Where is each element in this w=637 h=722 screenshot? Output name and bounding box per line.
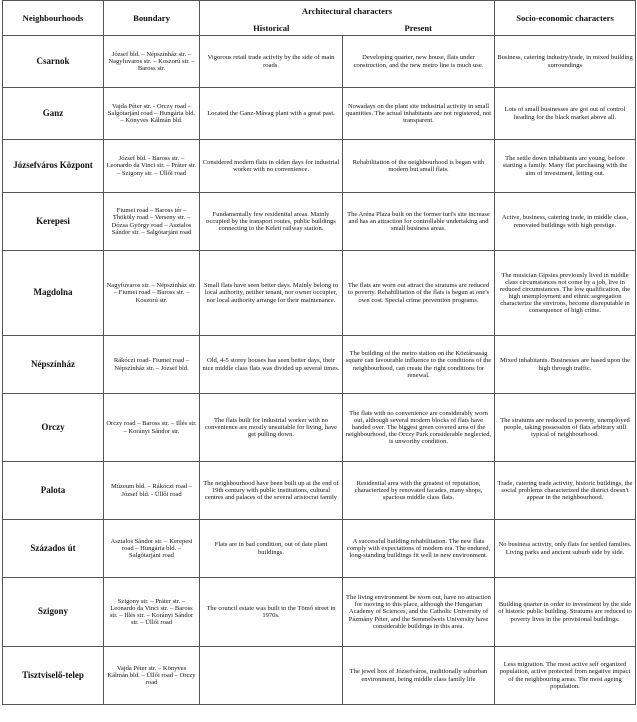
historical-cell: Considered modern flats in olden days for industrial worker with no convenience. [200,140,343,193]
boundary-cell: Rákóczi road- Fiumei road – Népszínház str. – József bld. [104,336,200,394]
neighbourhood-name: Orczy [3,394,104,462]
historical-cell: Flats are in bad condition, out of date plant buildings. [200,520,343,578]
table-row [3,251,636,336]
table-row [3,36,636,88]
neighbourhood-name: Magdolna [3,251,104,336]
present-cell: Residential area with the greatest of reputation, characterized by renovated facades, many shops, spacious middle class flats. [343,462,495,520]
neighbourhood-name: Kerepesi [3,193,104,251]
socio-cell: Business, catering industry/trade, in mixed building surroundings [495,36,636,88]
boundary-cell: József bld. – Népszínház str. – Nagyfuvaros str. – Koszorú str. – Baross str. [104,36,200,88]
historical-cell: The council estate was built in the Tömő street in 1970s. [200,578,343,647]
boundary-cell: Nagyfuvaros str. – Népszínház str. – Fiumei road – Baross str. – Koszorú str. [104,251,200,336]
socio-cell: The stratums are reduced to poverty, unemployed people, taking possession of flats arbitrary still typical of neighbourhood. [495,394,636,462]
boundary-cell: Vajda Péter str. – Könyves Kálmán bld. – Üllői road – Orczy road [104,647,200,705]
present-cell: The Aréna Plaza built on the former turf's site increase and has an attraction for controllable undertaking and small business areas. [343,193,495,251]
present-cell: Developing quarter, new house, flats under construction, and the new metro line is much use. [343,36,495,88]
historical-cell: The flats built for industrial worker with no convenience are mostly unsuitable for living, have get pulling down. [200,394,343,462]
neighbourhood-name: Népszínház [3,336,104,394]
table-row [3,193,636,251]
col-header-present: Present [343,21,495,36]
historical-cell: Vigorous retail trade activity by the side of main roads. [200,36,343,88]
historical-cell: The neighbourhood have been built up at the end of 19th century with public institutions, cultural centres and palaces of the several aristocrat family [200,462,343,520]
table-row [3,462,636,520]
socio-cell: Less migration. The most active self organized population, active protected from negative impact of the neighbouring areas. The most ageing population. [495,647,636,705]
boundary-cell: Múzeum bld. – Rákóczi road – József bld. - Üllői road [104,462,200,520]
neighbourhood-name: Csarnok [3,36,104,88]
socio-cell: Active, business, catering trade, in middle class, renovated buildings with high prestige. [495,193,636,251]
col-header-socio: Socio-economic characters [495,1,636,36]
present-cell: The flats with no convenience are considerably worn out, although several modern blocks of flats have handed over. The biggest green covered area of the neighbourhood, the Orczy Park considerable neglected, is unworthy condition. [343,394,495,462]
socio-cell: The musician Gipsies previously lived in middle class circumstances not come by a job, live in reduced circumstances. The low qualification, the high unemployment and ethnic segregation characterize the environs, become disreputable in consequence of high crime. [495,251,636,336]
table-row [3,88,636,140]
neighbourhood-name: Palota [3,462,104,520]
historical-cell: Fundamentally few residential areas. Mainly occupied by the transport routes, public buildings connecting to the Keleti railway station. [200,193,343,251]
boundary-cell: Asztalos Sándor str. – Kerepesi road – Hungária bld. – Salgótarjáni road [104,520,200,578]
socio-cell: Trade, catering trade activity, historic buildings, the social problems characterized the district doesn't appear in the neighbourhood. [495,462,636,520]
neighbourhood-name: Józsefváros Központ [3,140,104,193]
neighbourhood-name: Százados út [3,520,104,578]
table-row [3,140,636,193]
present-cell: The jewel box of Józsefváros, traditionally suburban environment, being middle class family life [343,647,495,705]
neighbourhoods-table [2,0,636,705]
boundary-cell: Orczy road – Baross str. – Illés str. – Korányi Sándor str. [104,394,200,462]
socio-cell: The settle down inhabitants are young, before starting a family. Many flat purchasing with the aim of investment, letting out. [495,140,636,193]
table-row [3,336,636,394]
table-row [3,394,636,462]
boundary-cell: József bld. - Baross str. – Leonardo da Vinci str. – Práter str. – Szigony str. – Üllői road [104,140,200,193]
historical-cell: Small flats have seen better days. Mainly belong to local authority, neither tenant, nor owner occupier, nor local authority arrange for their maintenance. [200,251,343,336]
col-header-boundary: Boundary [104,1,200,36]
neighbourhood-name: Ganz [3,88,104,140]
present-cell: Nowadays on the plant site industrial activity in small quantities. The actual inhabitants are not registered, not transparent. [343,88,495,140]
present-cell: Rehabilitation of the neighbourhood is began with modern but small flats. [343,140,495,193]
boundary-cell: Fiumei road – Baross tér – Thököly road – Verseny str. – Dózsa György road – Asztalos Sándor str. – Salgótarjáni road [104,193,200,251]
socio-cell: Lots of small businesses are got out of control heading for the black market above all. [495,88,636,140]
historical-cell [200,647,343,705]
socio-cell: Mixed inhabitants. Businesses are based upon the high through traffic. [495,336,636,394]
present-cell: A successful building rehabilitation. The new flats comply with expectations of modern era. The endured, long-standing buildings fit well in new environment. [343,520,495,578]
boundary-cell: Szigony str. – Práter str. – Leonardo da Vinci str. – Baross str. – Illés str. – Korányi Sándor str. – Üllői road [104,578,200,647]
col-header-historical: Historical [200,21,343,36]
boundary-cell: Vajda Péter str. - Orczy road – Salgótarjáni road – Hungária bld. – Könyves Kálmán bld. [104,88,200,140]
header-row-1 [3,1,636,22]
present-cell: The building of the metro station on the Köztársaság square can favourable influence to the conditions of the neighbourhood, can create the right conditions for renewal. [343,336,495,394]
table-row [3,647,636,705]
historical-cell: Old, 4-5 storey houses has seen better days, their nice middle class flats was divided up several times. [200,336,343,394]
col-header-architectural: Architectural characters [200,1,495,22]
socio-cell: No business activity, only flats for settled families. Living parks and ancient suburb side by side. [495,520,636,578]
col-header-neighbourhoods: Neighbourhoods [3,1,104,36]
neighbourhood-name: Tisztviselő-telep [3,647,104,705]
socio-cell: Building quarter in order to investment by the side of historic public building. Stratums are reduced to poverty lives in the provisional buildings. [495,578,636,647]
table-row [3,520,636,578]
present-cell: The living environment be worn out, have no attraction for moving to this place, although the Hungarian Academy of Sciences, and the Catholic University of Pázmány Péter, and the Semmelweis University have considerable buildings in this area. [343,578,495,647]
historical-cell: Located the Ganz-Mávag plant with a great past. [200,88,343,140]
present-cell: The flats are worn out attract the stratums are reduced to poverty. Rehabilitation of the flats is begun at one's own cost. Special crime prevention programs. [343,251,495,336]
table-row [3,578,636,647]
neighbourhood-name: Szigony [3,578,104,647]
